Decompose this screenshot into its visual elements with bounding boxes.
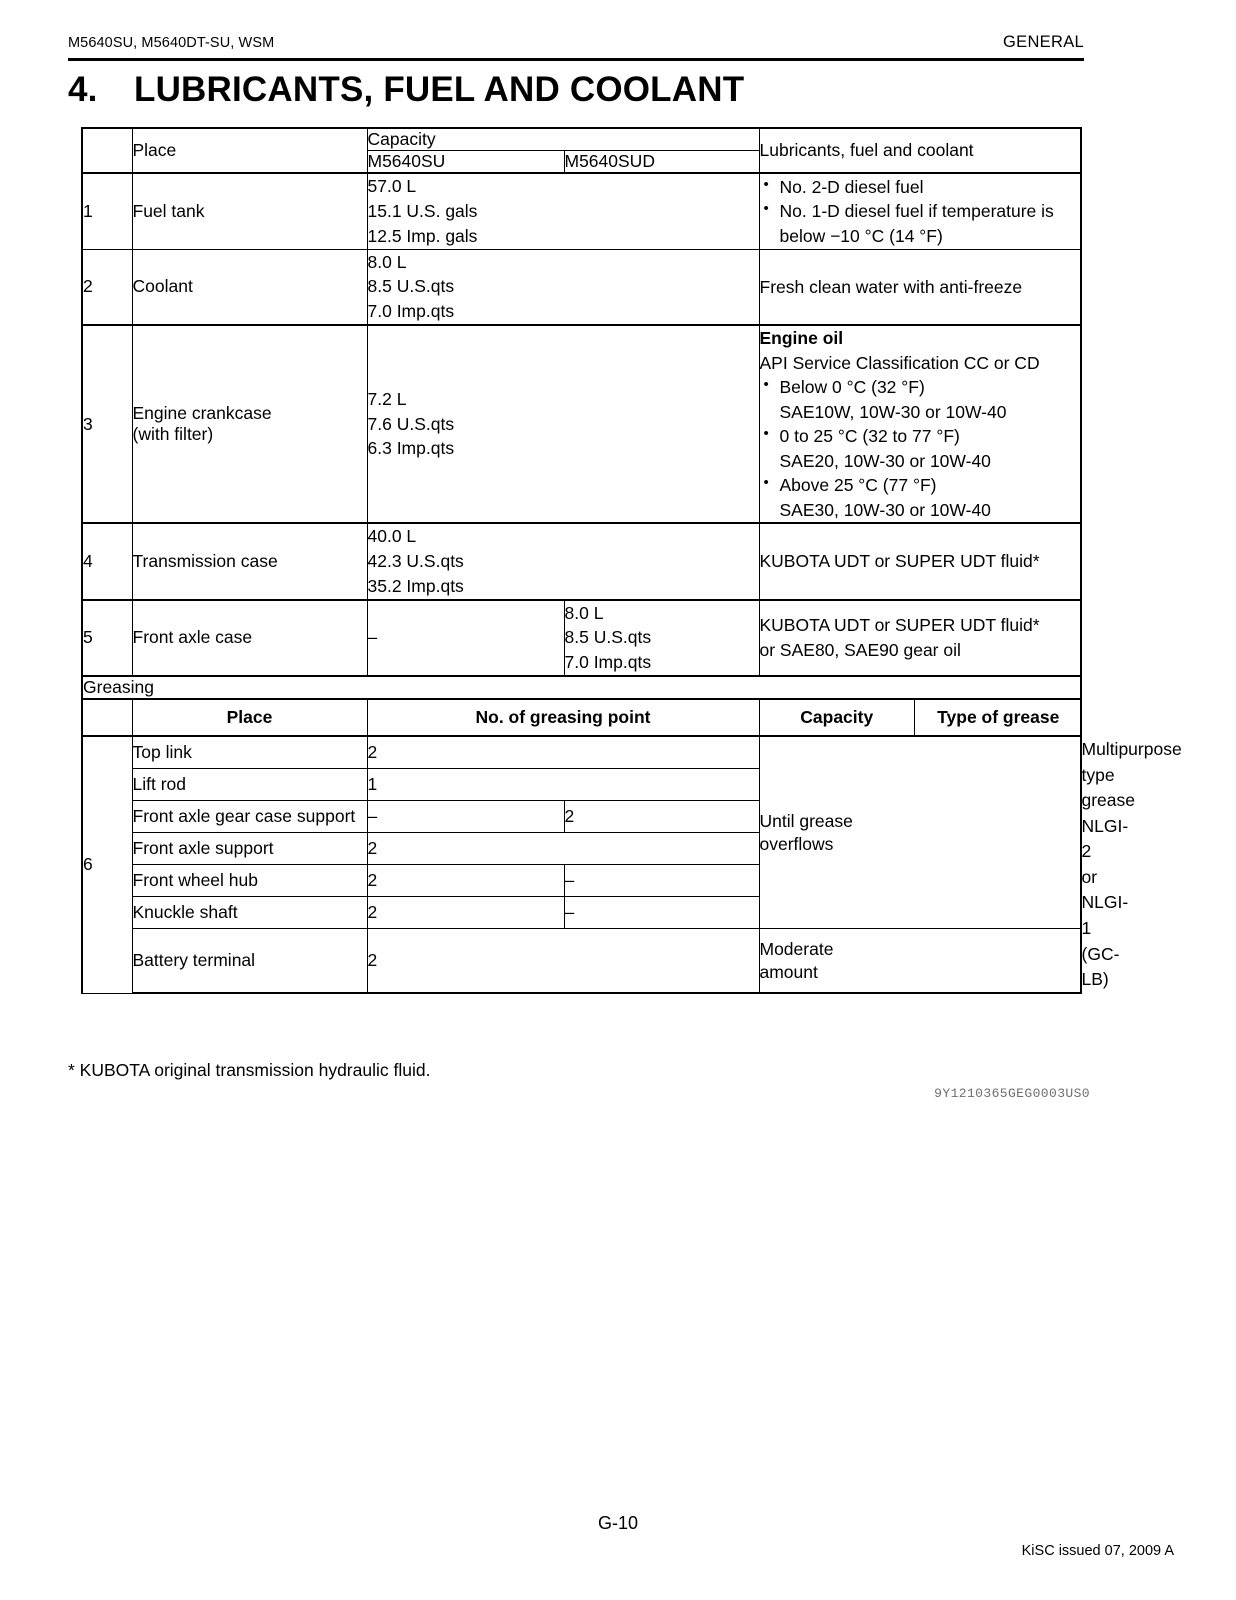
table-row (82, 249, 1081, 325)
oil-grades: SAE20, 10W-30 or 10W-40 (779, 450, 991, 471)
capacity-line: 8.0 L (367, 251, 407, 272)
temp-range: Above 25 °C (77 °F) (779, 475, 937, 496)
oil-grades: SAE30, 10W-30 or 10W-40 (779, 499, 991, 520)
greasing-band-label: Greasing (82, 676, 1081, 699)
greasing-capacity-line: overflows (759, 833, 834, 854)
capacity-line: 35.2 Imp.qts (367, 575, 464, 596)
running-head-model: M5640SU, M5640DT-SU, WSM (68, 35, 275, 51)
table-row (82, 173, 1081, 249)
row-place-line: (with filter) (132, 424, 214, 445)
capacity-line: 8.5 U.S.qts (367, 276, 455, 297)
greasing-points-su: 2 (367, 865, 564, 897)
header-capacity-sud: M5640SUD (564, 151, 759, 174)
issued-note: KiSC issued 07, 2009 A (1021, 1543, 1174, 1559)
greasing-capacity-line: Until grease (759, 810, 853, 831)
list-item (760, 473, 1081, 522)
row-capacity (367, 249, 759, 325)
capacity-line: 6.3 Imp.qts (367, 438, 455, 459)
row-capacity-sud (564, 600, 759, 677)
greasing-header-place: Place (132, 699, 367, 736)
greasing-points-sud: – (564, 897, 759, 929)
greasing-points-su: – (367, 801, 564, 833)
header-capacity: Capacity (367, 128, 759, 151)
greasing-place: Front axle support (132, 833, 367, 865)
row-index: 4 (82, 523, 132, 600)
greasing-header-index-cell (82, 699, 132, 736)
table-row (82, 929, 1081, 993)
section-title-text: LUBRICANTS, FUEL AND COOLANT (134, 70, 745, 109)
row-index: 3 (82, 325, 132, 523)
table-header-row-1 (82, 128, 1081, 151)
capacity-line: 15.1 U.S. gals (367, 200, 478, 221)
capacity-line: 8.5 U.S.qts (564, 627, 652, 648)
running-head (68, 33, 1084, 52)
greasing-points-su: 2 (367, 897, 564, 929)
oil-grades: SAE10W, 10W-30 or 10W-40 (779, 401, 1007, 422)
greasing-row-index: 6 (82, 736, 132, 993)
greasing-place: Top link (132, 736, 367, 769)
greasing-points: 1 (367, 769, 759, 801)
greasing-capacity-line: amount (759, 961, 818, 982)
greasing-capacity-battery (759, 929, 1081, 993)
table-row: 6 Top link 2 Until grease overflows Multipurpose type grease NLGI-2 or NLGI-1 (GC-LB) (82, 736, 1081, 769)
greasing-place: Battery terminal (132, 929, 367, 993)
row-capacity-su: – (367, 600, 564, 677)
header-capacity-su: M5640SU (367, 151, 564, 174)
row-lubricants: Fresh clean water with anti-freeze (759, 249, 1081, 325)
header-lubricants: Lubricants, fuel and coolant (759, 128, 1081, 173)
greasing-band-row (82, 676, 1081, 699)
capacity-line: 8.0 L (564, 602, 604, 623)
row-place: Fuel tank (132, 173, 367, 249)
capacity-line: 57.0 L (367, 176, 417, 196)
capacity-line: 42.3 U.S.qts (367, 550, 464, 571)
footnote: * KUBOTA original transmission hydraulic fluid. (68, 1060, 431, 1080)
row-place (132, 325, 367, 523)
row-index: 1 (82, 173, 132, 249)
list-item (760, 424, 1081, 473)
capacity-line: 7.2 L (367, 388, 407, 409)
row-capacity (367, 173, 759, 249)
capacity-line: 12.5 Imp. gals (367, 225, 478, 246)
greasing-points-sud: – (564, 865, 759, 897)
row-lubricants (759, 325, 1081, 523)
greasing-header-capacity: Capacity (760, 700, 915, 735)
engine-oil-bullet-list (760, 375, 1081, 522)
section-number: 4. (68, 70, 98, 109)
lubricants-bullet-list (760, 175, 1081, 249)
table-row (82, 600, 1081, 677)
temp-range: 0 to 25 °C (32 to 77 °F) (779, 426, 960, 447)
table-row (82, 325, 1081, 523)
greasing-header-type: Type of grease (937, 707, 1060, 728)
capacity-line: 7.0 Imp.qts (367, 301, 455, 322)
greasing-place: Knuckle shaft (132, 897, 367, 929)
greasing-points: 2 (367, 833, 759, 865)
engine-oil-api: API Service Classification CC or CD (759, 352, 1040, 373)
header-rule (68, 58, 1084, 61)
row-place-line: Engine crankcase (132, 403, 272, 424)
capacity-line: 7.0 Imp.qts (564, 652, 652, 673)
row-place: Transmission case (132, 523, 367, 600)
capacity-line: 7.6 U.S.qts (367, 413, 455, 434)
greasing-capacity (759, 736, 1081, 929)
list-item (760, 375, 1081, 424)
table-row (82, 523, 1081, 600)
row-index: 5 (82, 600, 132, 677)
header-index-cell (82, 128, 132, 173)
greasing-points: 2 (367, 929, 759, 993)
greasing-points: 2 (367, 736, 759, 769)
list-item: • No. 2-D diesel fuel (760, 175, 1081, 200)
list-item: • No. 1-D diesel fuel if temperature is below −10 °C (14 °F) (760, 199, 1081, 248)
temp-range: Below 0 °C (32 °F) (779, 377, 925, 398)
row-place: Coolant (132, 249, 367, 325)
running-head-section: GENERAL (1003, 33, 1084, 51)
greasing-header-points: No. of greasing point (367, 699, 759, 736)
document-code: 9Y1210365GEG0003US0 (934, 1086, 1090, 1101)
page-title (68, 70, 744, 110)
row-lubricants: KUBOTA UDT or SUPER UDT fluid* (759, 523, 1081, 600)
greasing-place: Front wheel hub (132, 865, 367, 897)
greasing-place: Lift rod (132, 769, 367, 801)
row-capacity (367, 523, 759, 600)
greasing-place: Front axle gear case support (132, 801, 367, 833)
header-place: Place (132, 128, 367, 173)
lubricants-line: or SAE80, SAE90 gear oil (759, 639, 961, 660)
greasing-capacity-line: Moderate (759, 938, 834, 959)
lubricants-table-wrapper (81, 127, 1182, 994)
capacity-line: 40.0 L (367, 526, 417, 547)
greasing-points-sud: 2 (564, 801, 759, 833)
row-index: 2 (82, 249, 132, 325)
greasing-header-capacity-type (759, 699, 1081, 736)
lubricants-table (81, 127, 1182, 994)
row-lubricants (759, 173, 1081, 249)
row-capacity (367, 325, 759, 523)
lubricants-line: KUBOTA UDT or SUPER UDT fluid* (759, 615, 1040, 636)
page-number: G-10 (597, 1513, 639, 1533)
row-lubricants (759, 600, 1081, 677)
greasing-header-row (82, 699, 1081, 736)
row-place: Front axle case (132, 600, 367, 677)
engine-oil-heading: Engine oil (759, 328, 844, 349)
